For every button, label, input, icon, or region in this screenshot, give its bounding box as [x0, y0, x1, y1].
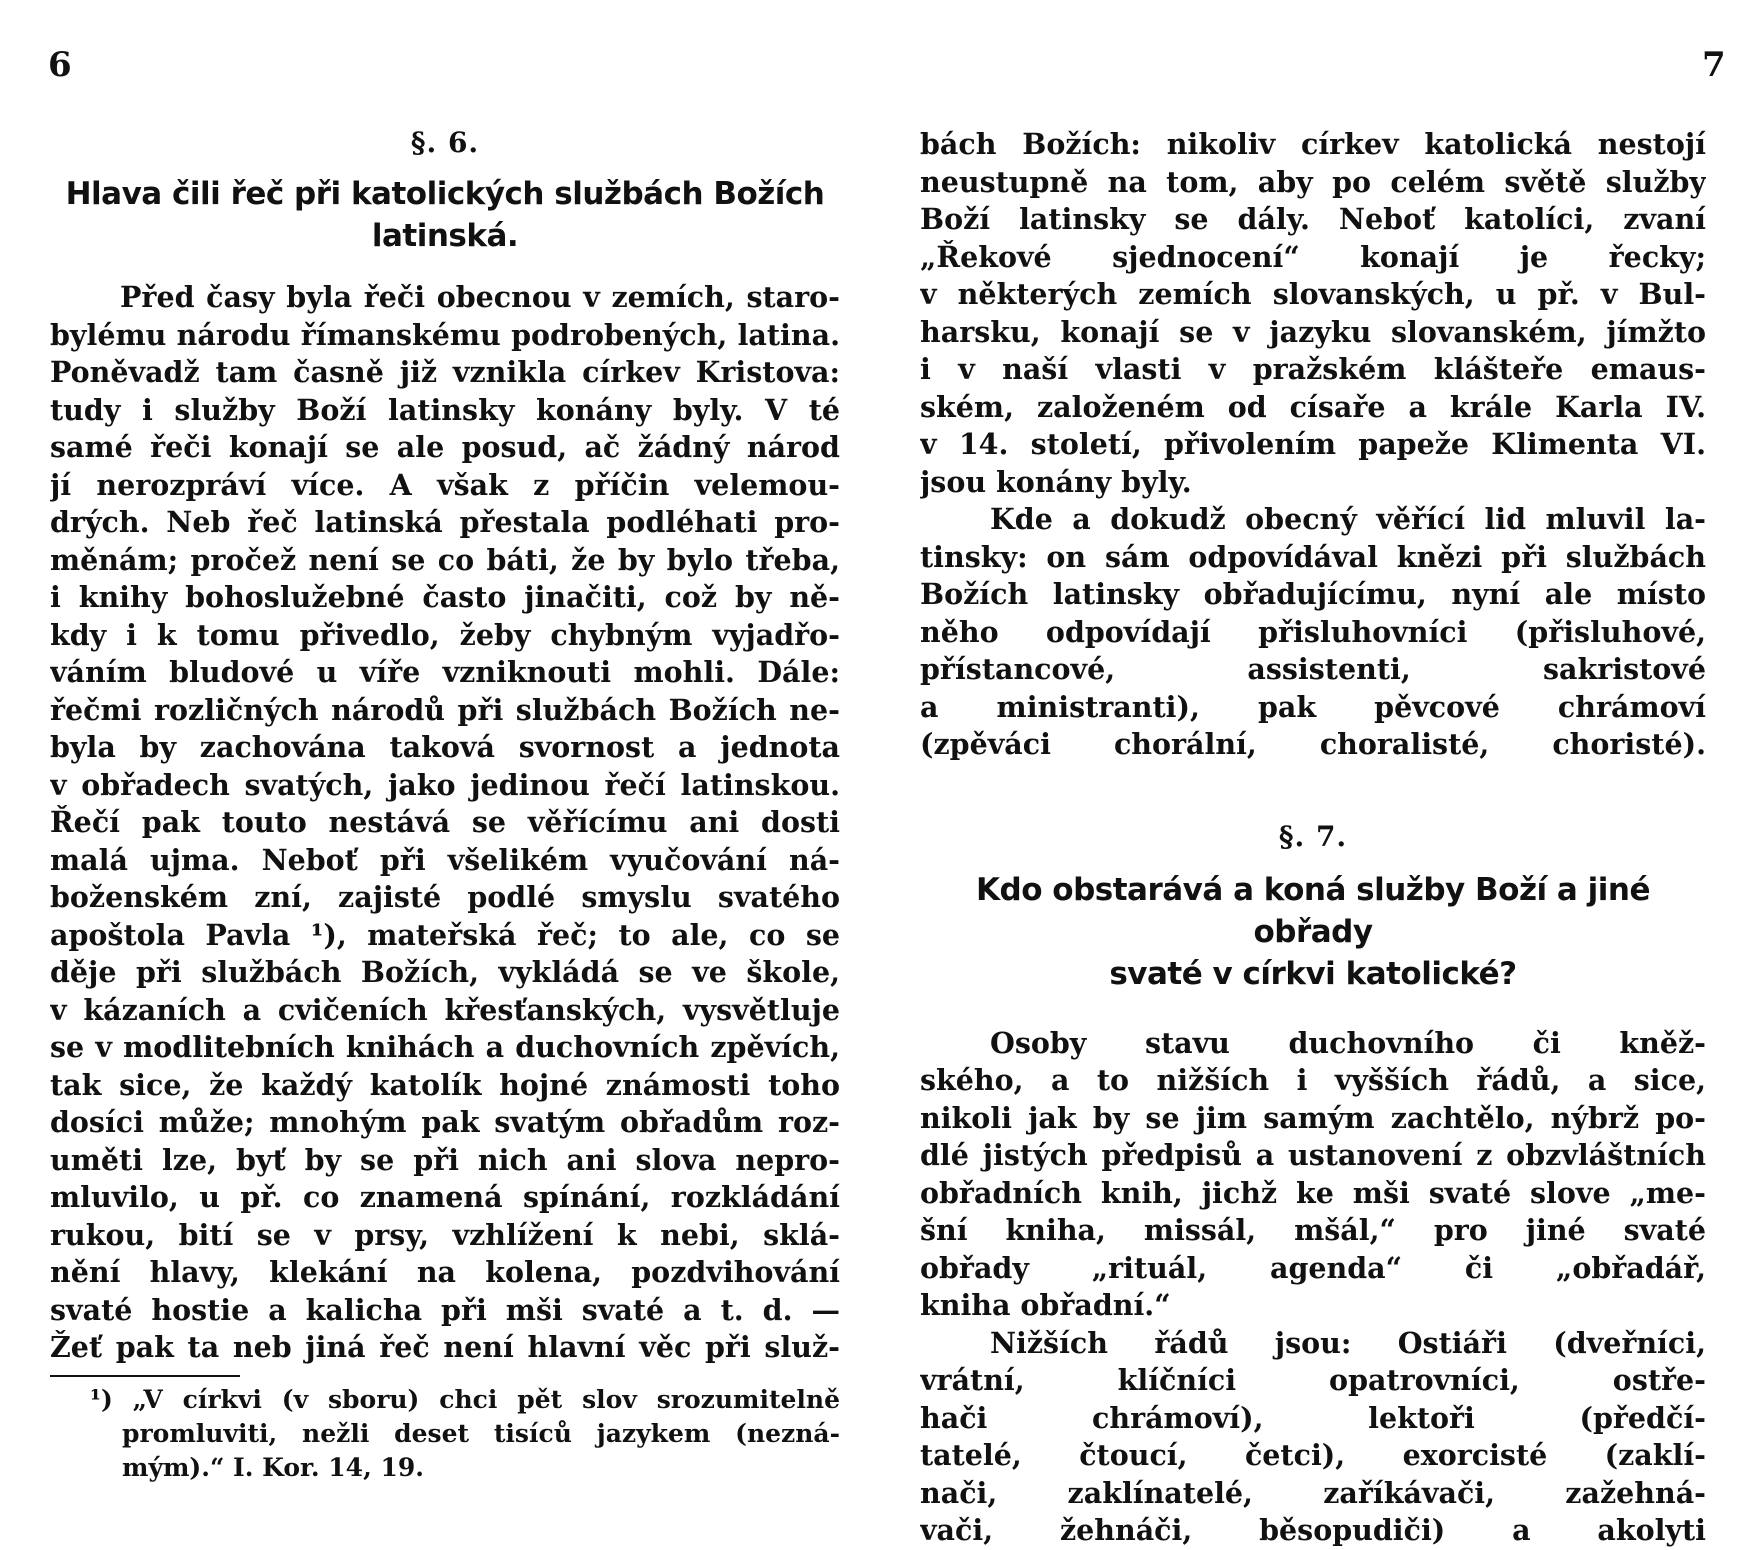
body-line: měnám; pročež není se co báti, že by bylo třeba,: [50, 542, 840, 577]
body-line: Před časy byla řeči obecnou v zemích, staro-: [120, 280, 840, 314]
body-line: jí nerozpráví více. A však z příčin velemou-: [50, 467, 840, 502]
body-line: jsou konány byly.: [920, 464, 1192, 499]
body-line: bylému národu římanskému podrobených, latina.: [50, 317, 840, 352]
body-line: dlé jistých předpisů a ustanovení z obzvláštních: [920, 1138, 1706, 1172]
body-line: něho odpovídají přisluhovníci (přisluhové,: [920, 614, 1706, 649]
body-line: harsku, konají se v jazyku slovanském, jímžto: [920, 314, 1706, 349]
footnote-rule: [50, 1375, 240, 1377]
body-line: ském, založeném od císaře a krále Karla IV.: [920, 389, 1706, 424]
body-line: obřadních knih, jichž ke mši svaté slove „me-: [920, 1175, 1706, 1210]
body-line: neustupně na tom, aby po celém světě služby: [920, 164, 1706, 199]
left-body-text: [50, 279, 840, 1367]
body-line: vrátní, klíčníci opatrovníci, ostře-: [920, 1363, 1706, 1397]
body-line: v 14. století, přivolením papeže Klimenta VI.: [920, 427, 1706, 461]
body-line: přístancové, assistenti, sakristové: [920, 652, 1706, 686]
right-page-number: 7: [1702, 45, 1726, 85]
section-heading-7: [920, 869, 1706, 995]
footnote: [50, 1383, 840, 1485]
body-line: rukou, bití se v prsy, vzhlížení k nebi, sklá-: [50, 1217, 840, 1252]
body-line: a ministranti), pak pěvcové chrámoví: [920, 689, 1706, 724]
footnote-line: ¹) „V církvi (v sboru) chci pět slov srozumitelně: [90, 1384, 840, 1414]
body-line: Nižších řádů jsou: Ostiáři (dveřníci,: [990, 1325, 1706, 1360]
heading-line: svaté v církvi katolické?: [1109, 955, 1517, 992]
left-page: [50, 126, 840, 1485]
paragraph: [920, 501, 1706, 764]
body-line: tudy i služby Boží latinsky konány byly. V té: [50, 392, 840, 427]
right-page: [920, 126, 1706, 1550]
body-line: byla by zachována taková svornost a jednota: [50, 730, 840, 764]
paragraph: [920, 1025, 1706, 1325]
body-line: děje při službách Božích, vykládá se ve škole,: [50, 955, 840, 989]
body-line: mluvilo, u př. co znamená spínání, rozkládání: [50, 1180, 840, 1214]
section-mark-7: §. 7.: [1278, 819, 1348, 853]
section-mark-6: §. 6.: [410, 126, 480, 159]
body-line: v některých zemích slovanských, u př. v Bul-: [920, 277, 1706, 311]
body-line: váním bludové u víře vzniknouti mohli. Dále:: [50, 655, 840, 689]
body-line: šní kniha, missál, mšál,“ pro jiné svaté: [920, 1213, 1706, 1247]
left-page-number: 6: [48, 45, 72, 85]
body-line: i knihy bohoslužebné často jinačiti, což by ně-: [50, 580, 840, 614]
body-line: svaté hostie a kalicha při mši svaté a t. d. —: [50, 1292, 840, 1327]
body-line: v obřadech svatých, jako jedinou řečí latinskou.: [50, 767, 840, 802]
body-line: (zpěváci chorální, choralisté, choristé).: [920, 727, 1706, 761]
body-line: boženském zní, zajisté podlé smyslu svatého: [50, 880, 840, 914]
body-line: dosíci může; mnohým pak svatým obřadům roz-: [50, 1105, 840, 1139]
body-line: tinsky: on sám odpovídával knězi při službách: [920, 539, 1706, 574]
body-line: kdy i k tomu přivedlo, žeby chybným vyjadřo-: [50, 617, 840, 652]
heading-line: Hlava čili řeč při katolických službách Božích: [65, 176, 825, 212]
body-line: ského, a to nižších i vyšších řádů, a sice,: [920, 1063, 1706, 1097]
body-line: Řečí pak touto nestává se věřícímu ani dosti: [50, 805, 840, 839]
body-line: i v naší vlasti v pražském klášteře emaus-: [920, 352, 1706, 386]
body-line: apoštola Pavla ¹), mateřská řeč; to ale, co se: [50, 917, 840, 952]
body-line: bách Božích: nikoliv církev katolická nestojí: [920, 127, 1706, 161]
body-line: samé řeči konají se ale posud, ač žádný národ: [50, 430, 840, 464]
body-line: nači, zaklínatelé, zaříkávači, zažehná-: [920, 1475, 1706, 1510]
body-line: hači chrámoví), lektoři (předčí-: [920, 1400, 1706, 1435]
footnote-line: promluviti, nežli deset tisíců jazykem (nezná-: [122, 1418, 840, 1448]
section-heading-6: [50, 173, 840, 257]
body-line: Poněvadž tam časně již vznikla církev Kristova:: [50, 355, 840, 389]
body-line: Boží latinsky se dály. Neboť katolíci, zvaní: [920, 202, 1706, 236]
body-line: tak sice, že každý katolík hojné známosti toho: [50, 1067, 840, 1102]
body-line: uměti lze, byť by se při nich ani slova nepro-: [50, 1142, 840, 1177]
body-line: se v modlitebních knihách a duchovních zpěvích,: [50, 1030, 840, 1064]
body-line: tatelé, čtoucí, četci), exorcisté (zaklí-: [920, 1438, 1706, 1472]
heading-line: latinská.: [371, 218, 519, 254]
body-line: nikoli jak by se jim samým zachtělo, nýbrž po-: [920, 1100, 1706, 1135]
body-line: obřady „rituál, agenda“ či „obřadář,: [920, 1250, 1706, 1285]
body-line: Božích latinsky obřadujícímu, nyní ale místo: [920, 577, 1706, 611]
heading-line: Kdo obstarává a koná služby Boží a jiné obřady: [975, 871, 1650, 950]
paragraph: [920, 1325, 1706, 1550]
body-line: drých. Neb řeč latinská přestala podléhati pro-: [50, 505, 840, 539]
body-line: malá ujma. Neboť při všelikém vyučování ná-: [50, 842, 840, 877]
body-line: nění hlavy, klekání na kolena, pozdvihování: [50, 1255, 840, 1289]
body-line: v kázaních a cvičeních křesťanských, vysvětluje: [50, 992, 840, 1027]
body-line: „Řekové sjednocení“ konají je řecky;: [920, 239, 1706, 274]
body-line: Kde a dokudž obecný věřící lid mluvil la-: [990, 502, 1706, 536]
body-line: vači, žehnáči, běsopudiči) a akolyti: [920, 1513, 1706, 1547]
body-line: Žeť pak ta neb jiná řeč není hlavní věc při služ-: [50, 1330, 840, 1364]
body-line: kniha obřadní.“: [920, 1288, 1171, 1322]
body-line: řečmi rozličných národů při službách Božích ne-: [50, 692, 840, 727]
footnote-line: mým).“ I. Kor. 14, 19.: [122, 1452, 424, 1482]
paragraph: [920, 126, 1706, 501]
body-line: Osoby stavu duchovního či kněž-: [990, 1025, 1706, 1060]
